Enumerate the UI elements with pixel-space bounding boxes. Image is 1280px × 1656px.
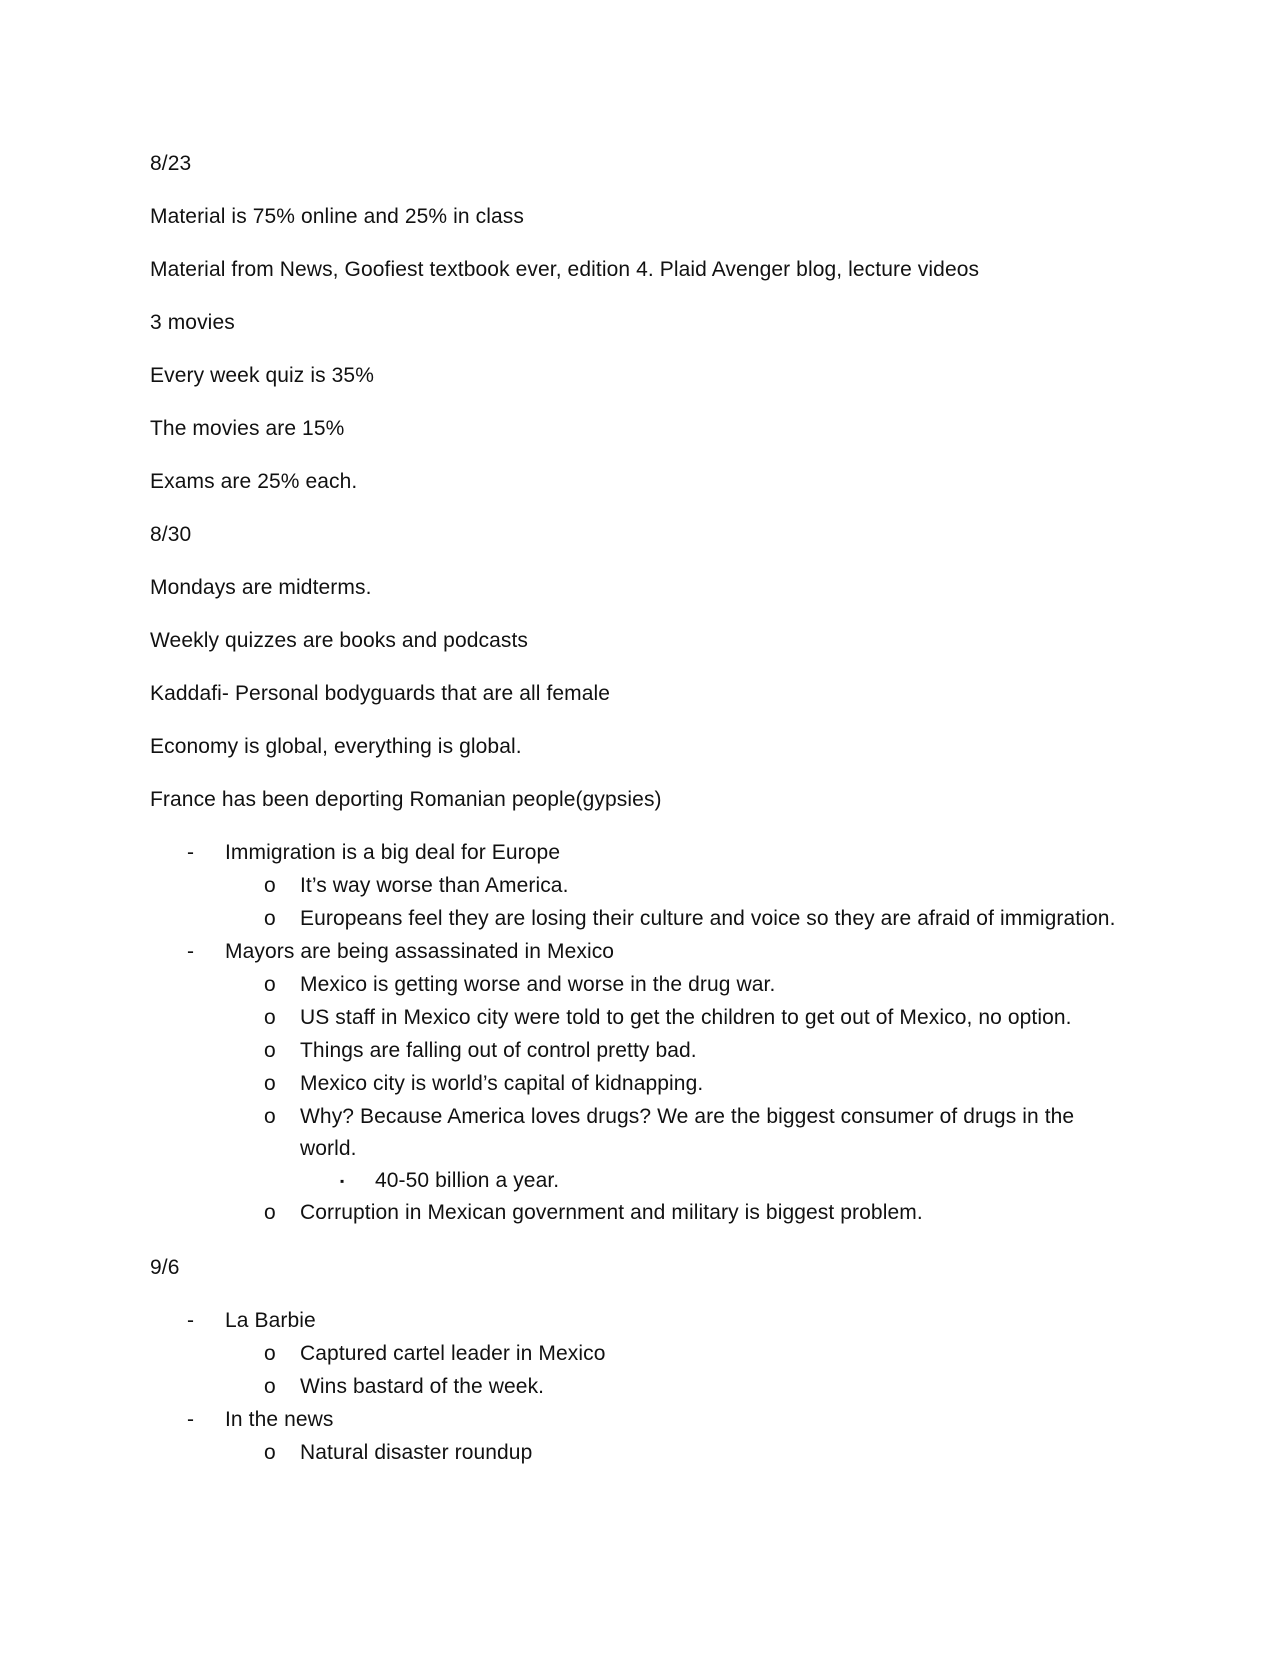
- note-line: Economy is global, everything is global.: [150, 735, 522, 758]
- circle-bullet: o: [264, 1006, 276, 1029]
- note-line: The movies are 15%: [150, 417, 345, 440]
- note-line: Material is 75% online and 25% in class: [150, 205, 524, 228]
- circle-bullet: o: [264, 973, 276, 996]
- list-item: Natural disaster roundup: [300, 1441, 533, 1464]
- dash-bullet: -: [187, 1408, 195, 1431]
- dash-bullet: -: [187, 1309, 195, 1332]
- list-item: In the news: [225, 1408, 334, 1431]
- list-item: Europeans feel they are losing their culture and voice so they are afraid of immigration.: [300, 907, 1116, 930]
- note-line: Every week quiz is 35%: [150, 364, 374, 387]
- list-item: US staff in Mexico city were told to get the children to get out of Mexico, no option.: [300, 1006, 1072, 1029]
- circle-bullet: o: [264, 907, 276, 930]
- note-line: 3 movies: [150, 311, 235, 334]
- circle-bullet: o: [264, 1441, 276, 1464]
- circle-bullet: o: [264, 1201, 276, 1224]
- list-item: Corruption in Mexican government and military is biggest problem.: [300, 1201, 923, 1224]
- list-item: Why? Because America loves drugs? We are the biggest consumer of drugs in the: [300, 1105, 1075, 1128]
- circle-bullet: o: [264, 1342, 276, 1365]
- list-item: Mayors are being assassinated in Mexico: [225, 940, 615, 963]
- note-line: France has been deporting Romanian people(gypsies): [150, 788, 662, 811]
- note-line: Exams are 25% each.: [150, 470, 358, 493]
- list-item: Things are falling out of control pretty bad.: [300, 1039, 697, 1062]
- date-heading: 8/30: [150, 523, 192, 546]
- list-item: Mexico is getting worse and worse in the drug war.: [300, 973, 776, 996]
- square-bullet: ▪: [340, 1174, 345, 1188]
- note-line: Material from News, Goofiest textbook ever, edition 4. Plaid Avenger blog, lecture videos: [150, 258, 980, 281]
- circle-bullet: o: [264, 1072, 276, 1095]
- note-line: Kaddafi- Personal bodyguards that are all female: [150, 682, 611, 705]
- list-item: It’s way worse than America.: [300, 874, 569, 897]
- list-item: Immigration is a big deal for Europe: [225, 841, 561, 864]
- note-line: Mondays are midterms.: [150, 576, 372, 599]
- date-heading: 9/6: [150, 1256, 180, 1279]
- list-item-continuation: world.: [300, 1137, 357, 1160]
- list-item: Wins bastard of the week.: [300, 1375, 545, 1398]
- circle-bullet: o: [264, 1039, 276, 1062]
- list-item: La Barbie: [225, 1309, 316, 1332]
- list-item: 40-50 billion a year.: [375, 1169, 560, 1192]
- note-line: Weekly quizzes are books and podcasts: [150, 629, 529, 652]
- dash-bullet: -: [187, 940, 195, 963]
- list-item: Captured cartel leader in Mexico: [300, 1342, 606, 1365]
- circle-bullet: o: [264, 874, 276, 897]
- circle-bullet: o: [264, 1375, 276, 1398]
- date-heading: 8/23: [150, 152, 192, 175]
- dash-bullet: -: [187, 841, 195, 864]
- circle-bullet: o: [264, 1105, 276, 1128]
- list-item: Mexico city is world’s capital of kidnapping.: [300, 1072, 704, 1095]
